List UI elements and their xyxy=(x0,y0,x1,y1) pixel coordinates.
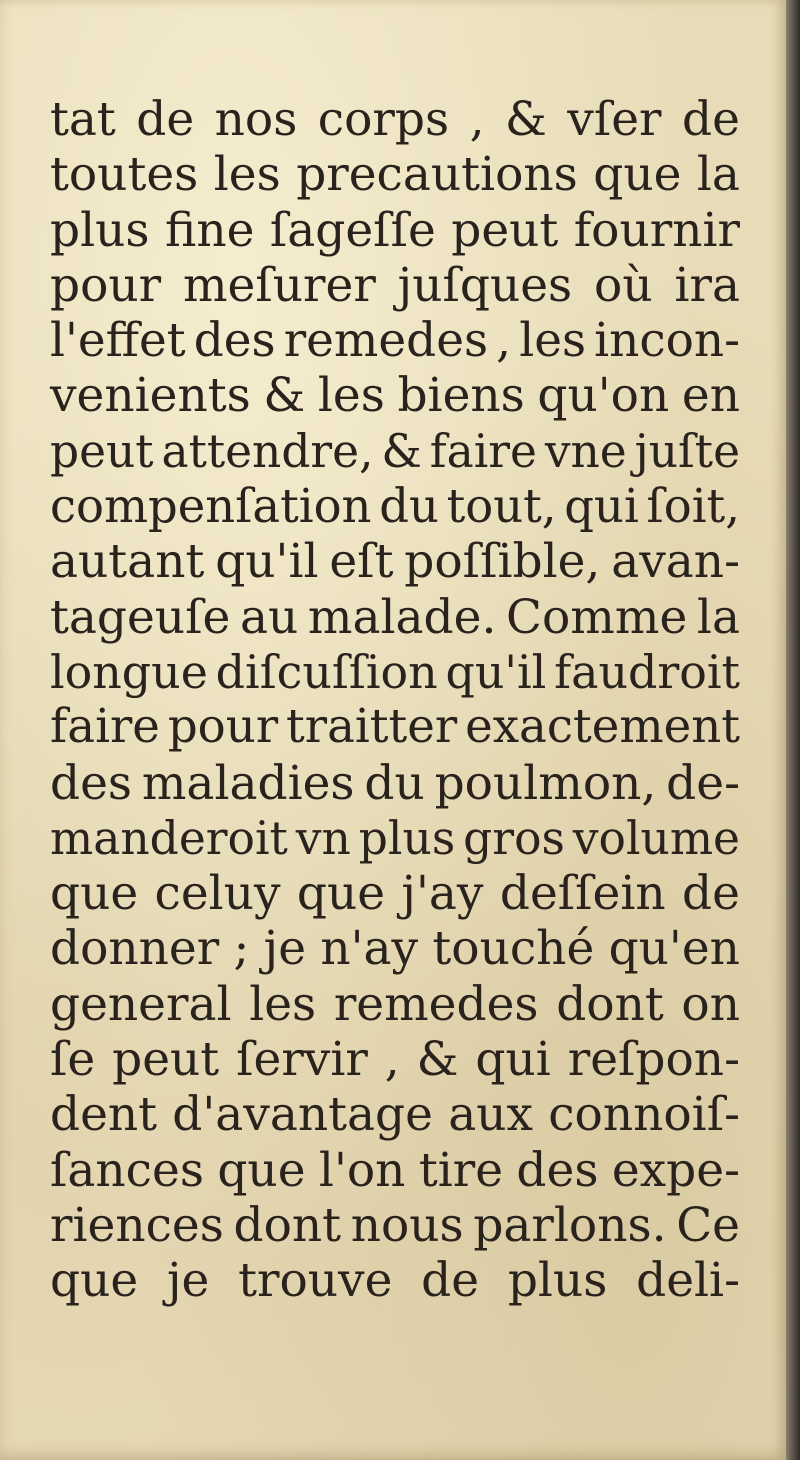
word: manderoit xyxy=(50,811,288,865)
text-line xyxy=(50,977,740,1032)
word: , xyxy=(469,92,485,147)
text-line xyxy=(50,424,740,479)
word: & xyxy=(381,424,422,478)
word: ſe xyxy=(50,1032,96,1088)
word: de xyxy=(682,92,740,147)
word: qu'on xyxy=(537,368,670,424)
word: des xyxy=(193,313,276,369)
text-line xyxy=(50,313,740,368)
text-line xyxy=(50,756,740,811)
page-text xyxy=(50,92,740,1309)
text-line xyxy=(50,534,740,589)
word: d'avantage xyxy=(172,1087,433,1143)
word: touché xyxy=(432,921,595,977)
word: pour xyxy=(50,257,162,313)
word: que xyxy=(50,1253,139,1309)
word: avan- xyxy=(611,534,740,590)
word: poſſible, xyxy=(404,534,601,590)
text-line xyxy=(50,811,740,866)
word: que xyxy=(296,866,386,922)
word: compenſation xyxy=(50,479,372,534)
word: du xyxy=(379,479,439,534)
word: n'ay xyxy=(320,921,419,977)
word: de- xyxy=(666,755,740,811)
text-line xyxy=(50,479,740,534)
word: deſſein xyxy=(499,866,666,922)
word: toutes xyxy=(50,147,199,203)
word: ira xyxy=(674,257,740,313)
word: tout, xyxy=(446,479,557,534)
word: ſances xyxy=(50,1142,204,1198)
text-line xyxy=(50,147,740,202)
word: juſte xyxy=(634,424,740,478)
word: peut xyxy=(451,202,559,258)
word: vne xyxy=(544,424,627,478)
word: , xyxy=(384,1032,400,1088)
word: vn xyxy=(295,811,351,865)
word: l'effet xyxy=(50,313,186,369)
word: faire xyxy=(429,424,537,478)
word: vſer xyxy=(567,92,662,147)
word: remedes xyxy=(283,313,489,369)
word: au xyxy=(239,589,299,645)
word: en xyxy=(681,368,740,424)
word: qui xyxy=(564,479,639,534)
word: & xyxy=(416,1032,459,1088)
word: exactement xyxy=(465,700,740,755)
word: biens xyxy=(397,368,525,424)
word: les xyxy=(249,976,317,1032)
text-line xyxy=(50,866,740,921)
word: general xyxy=(50,976,232,1032)
book-spine-edge xyxy=(786,0,800,1460)
word: ; xyxy=(233,921,250,977)
word: peut xyxy=(112,1032,220,1088)
word: qu'il xyxy=(215,534,319,590)
word: meſurer xyxy=(182,257,376,313)
word: parlons. xyxy=(473,1197,667,1253)
word: trouve xyxy=(238,1253,393,1309)
word: plus xyxy=(50,202,150,258)
word: ſervir xyxy=(236,1032,368,1088)
word: fine xyxy=(164,202,255,258)
word: fournir xyxy=(573,202,740,258)
word: que xyxy=(50,866,139,922)
text-line xyxy=(50,1198,740,1253)
word: la xyxy=(696,147,740,203)
word: on xyxy=(681,976,740,1032)
word: qu'il xyxy=(445,644,547,699)
text-line xyxy=(50,1253,740,1308)
word: riences xyxy=(50,1197,224,1253)
text-line xyxy=(50,258,740,313)
word: dont xyxy=(556,976,664,1032)
word: deli- xyxy=(636,1253,740,1309)
word: du xyxy=(364,755,425,811)
word: nos xyxy=(214,92,298,147)
word: eſt xyxy=(329,534,394,590)
text-line xyxy=(50,590,740,645)
word: que xyxy=(593,147,682,203)
word: , xyxy=(496,313,512,369)
word: aux xyxy=(448,1087,533,1143)
word: je xyxy=(166,1253,210,1309)
word: plus xyxy=(358,811,456,865)
word: celuy xyxy=(154,866,281,922)
word: longue xyxy=(50,644,208,699)
word: tageuſe xyxy=(50,589,231,645)
word: remedes xyxy=(333,976,539,1032)
word: autant xyxy=(50,534,205,590)
word: de xyxy=(421,1253,480,1309)
word: juſques xyxy=(397,257,573,313)
word: qu'en xyxy=(608,921,740,977)
word: ſageſſe xyxy=(269,202,436,258)
text-line xyxy=(50,921,740,976)
text-line xyxy=(50,203,740,258)
word: pour xyxy=(167,700,279,755)
word: nous xyxy=(350,1197,464,1253)
word: reſpon- xyxy=(567,1032,740,1088)
word: dont xyxy=(233,1197,342,1253)
word: Ce xyxy=(676,1197,740,1253)
text-line xyxy=(50,368,740,423)
word: que xyxy=(217,1142,306,1198)
text-line xyxy=(50,700,740,755)
word: venients xyxy=(50,368,251,424)
word: malade. xyxy=(307,589,497,645)
word: connoiſ- xyxy=(548,1087,740,1143)
word: de xyxy=(136,92,195,147)
text-line xyxy=(50,1032,740,1087)
word: les xyxy=(317,368,385,424)
word: volume xyxy=(572,811,740,865)
word: diſcuſſion xyxy=(215,644,438,699)
word: l'on xyxy=(318,1142,406,1198)
word: attendre, xyxy=(161,424,374,478)
word: corps xyxy=(317,92,450,147)
word: poulmon, xyxy=(434,755,657,811)
word: de xyxy=(682,866,740,922)
word: la xyxy=(696,589,740,645)
word: Comme xyxy=(506,589,688,645)
word: des xyxy=(516,1142,599,1198)
word: faudroit xyxy=(554,644,740,699)
text-line xyxy=(50,1143,740,1198)
word: ſoit, xyxy=(646,479,740,534)
word: tire xyxy=(418,1142,504,1198)
word: donner xyxy=(50,921,220,977)
word: tat xyxy=(50,92,116,147)
word: je xyxy=(263,921,307,977)
word: qui xyxy=(475,1032,551,1088)
word: traitter xyxy=(286,700,458,755)
word: & xyxy=(504,92,547,147)
word: plus xyxy=(507,1253,608,1309)
word: expe- xyxy=(611,1142,740,1198)
word: faire xyxy=(50,700,160,755)
word: incon- xyxy=(594,313,740,369)
word: peut xyxy=(50,424,154,478)
word: dent xyxy=(50,1087,158,1143)
word: maladies xyxy=(141,755,355,811)
text-line xyxy=(50,92,740,147)
word: les xyxy=(213,147,281,203)
word: precautions xyxy=(296,147,578,203)
word: des xyxy=(50,755,133,811)
word: les xyxy=(519,313,587,369)
word: gros xyxy=(463,811,565,865)
text-line xyxy=(50,645,740,700)
word: où xyxy=(594,257,653,313)
word: j'ay xyxy=(401,866,484,922)
word: & xyxy=(263,368,306,424)
text-line xyxy=(50,1087,740,1142)
